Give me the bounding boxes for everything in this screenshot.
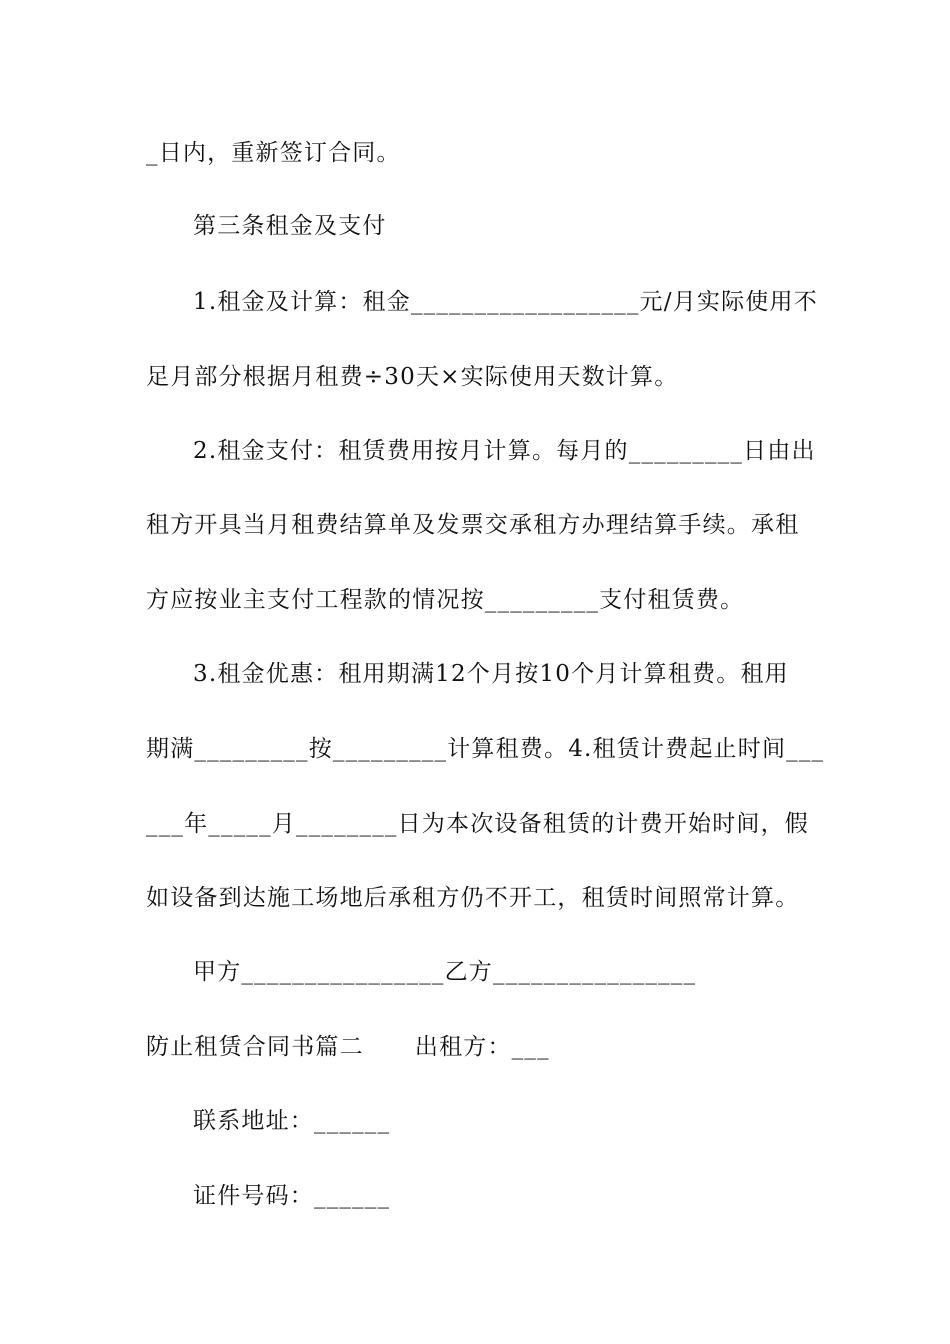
text-line: 方应按业主支付工程款的情况按_________支付租赁费。: [146, 587, 745, 613]
text-line: 期满_________按_________计算租费。4.租赁计费起止时间___: [146, 736, 825, 762]
text-line: 2.租金支付：租赁费用按月计算。每月的_________日由出: [193, 438, 816, 464]
signature-line: 甲方________________乙方________________: [193, 959, 697, 985]
text-line: 联系地址：______: [193, 1108, 391, 1134]
text-line: 足月部分根据月租费÷30天×实际使用天数计算。: [146, 364, 679, 390]
text-line: 证件号码：______: [193, 1183, 391, 1209]
text-line: 如设备到达施工场地后承租方仍不开工，租赁时间照常计算。: [146, 885, 800, 911]
text-line: 租方开具当月租费结算单及发票交承租方办理结算手续。承租: [146, 512, 800, 538]
section-heading: 第三条租金及支付: [193, 213, 387, 239]
text-line: ___年_____月________日为本次设备租赁的计费开始时间，假: [146, 811, 809, 837]
text-line: 防止租赁合同书篇二 出租方：___: [146, 1034, 550, 1060]
text-line: 1.租金及计算：租金__________________元/月实际使用不: [193, 289, 818, 315]
text-line: 3.租金优惠：租用期满12个月按10个月计算租费。租用: [193, 661, 789, 687]
text-line: _日内，重新签订合同。: [146, 140, 401, 166]
